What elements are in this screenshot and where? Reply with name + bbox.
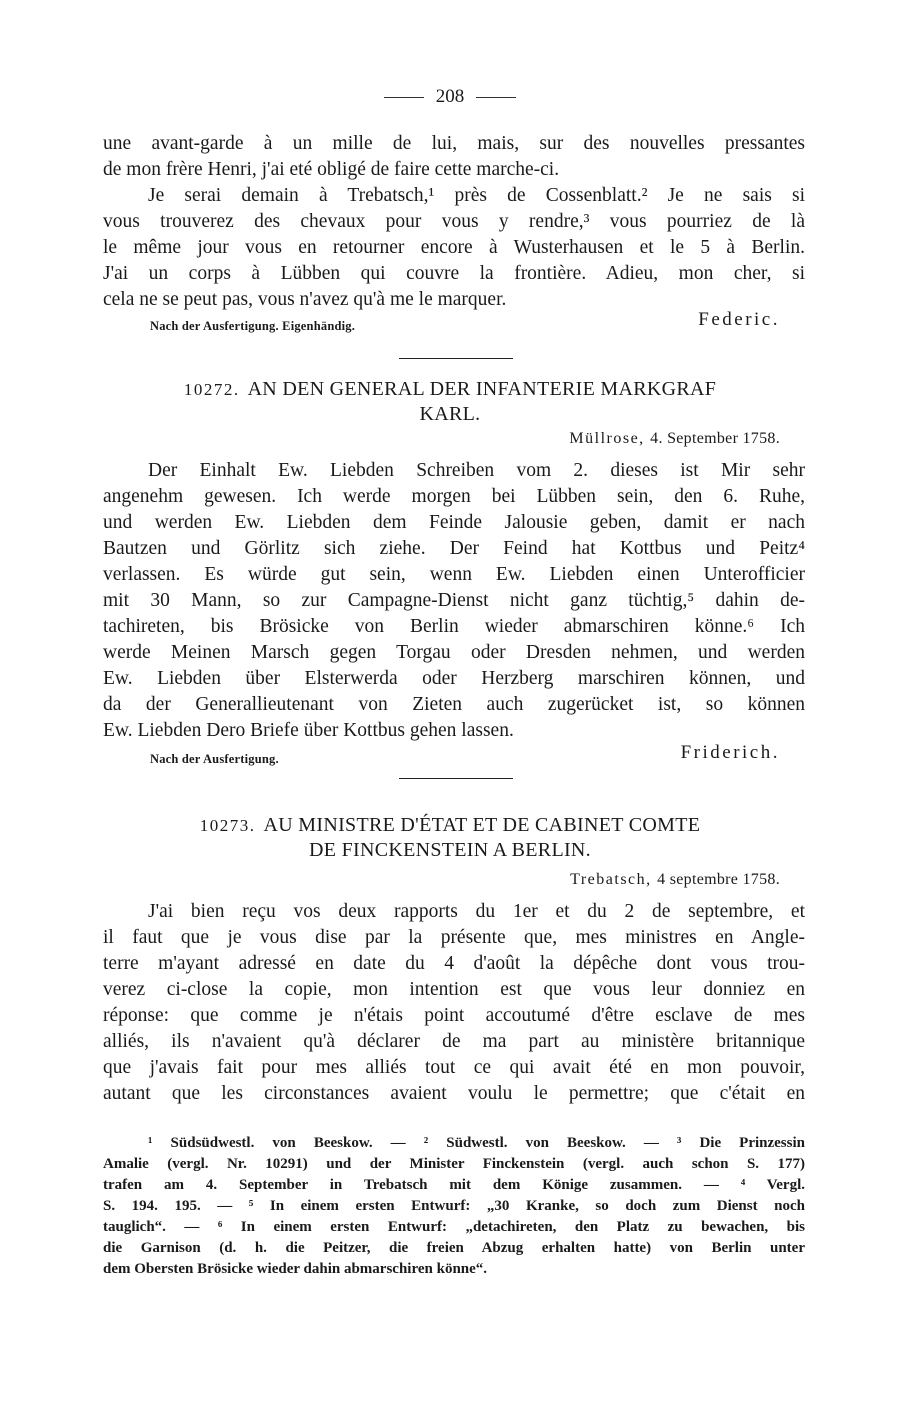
heading-line-1: AN DEN GENERAL DER INFANTERIE MARKGRAF bbox=[247, 378, 717, 400]
place-date bbox=[570, 871, 780, 889]
section-divider bbox=[399, 358, 513, 359]
heading-line-1: AU MINISTRE D'ÉTAT ET DE CABINET COMTE bbox=[263, 814, 701, 836]
body-line: une avant-garde à un mille de lui, mais, sur des nouvelles pressantes bbox=[103, 133, 805, 154]
page-number: 208 bbox=[0, 86, 900, 108]
body-line: il faut que je vous dise par la présente que, mes ministres en Angle- bbox=[103, 927, 805, 948]
body-line: Bautzen und Görlitz sich ziehe. Der Feind hat Kottbus und Peitz⁴ bbox=[103, 538, 805, 559]
body-line: J'ai bien reçu vos deux rapports du 1er et du 2 de septembre, et bbox=[148, 901, 805, 922]
footnote-line: ¹ Südsüdwestl. von Beeskow. — ² Südwestl. von Beeskow. — ³ Die Prinzessin bbox=[148, 1135, 805, 1151]
body-line: da der Generallieutenant von Zieten auch zugerücket ist, so können bbox=[103, 694, 805, 715]
body-line: autant que les circonstances avaient voulu le permettre; que c'était en bbox=[103, 1083, 805, 1104]
footnote-line: S. 194. 195. — ⁵ In einem ersten Entwurf: „30 Kranke, so doch zum Dienst noch bbox=[103, 1198, 805, 1214]
letter-number: 10273. bbox=[199, 816, 256, 835]
body-line: verez ci-close la copie, mon intention est que vous leur donniez en bbox=[103, 979, 805, 1000]
body-line: le même jour vous en retourner encore à Wusterhausen et le 5 à Berlin. bbox=[103, 237, 805, 258]
letter-heading bbox=[0, 814, 900, 837]
body-line: Ew. Liebden Dero Briefe über Kottbus gehen lassen. bbox=[103, 720, 514, 741]
body-line: terre m'ayant adressé en date du 4 d'août la dépêche dont vous trou- bbox=[103, 953, 805, 974]
date: 4. September 1758. bbox=[650, 430, 780, 447]
body-line: angenehm gewesen. Ich werde morgen bei Lübben sein, den 6. Ruhe, bbox=[103, 486, 805, 507]
body-line: J'ai un corps à Lübben qui couvre la frontière. Adieu, mon cher, si bbox=[103, 263, 805, 284]
source-note: Nach der Ausfertigung. bbox=[150, 752, 279, 766]
footnote-line: dem Obersten Brösicke wieder dahin abmarschiren könne“. bbox=[103, 1261, 488, 1277]
body-line: alliés, ils n'avaient qu'à déclarer de ma part au ministère britannique bbox=[103, 1031, 805, 1052]
body-line: und werden Ew. Liebden dem Feinde Jalousie geben, damit er nach bbox=[103, 512, 805, 533]
body-line: vous trouverez des chevaux pour vous y rendre,³ vous pourriez de là bbox=[103, 211, 805, 232]
body-line: réponse: que comme je n'étais point accoutumé d'être esclave de mes bbox=[103, 1005, 805, 1026]
footnote-line: tauglich“. — ⁶ In einem ersten Entwurf: „detachireten, den Platz zu bewachen, bis bbox=[103, 1219, 805, 1235]
footnote-line: trafen am 4. September in Trebatsch mit dem Könige zusammen. — ⁴ Vergl. bbox=[103, 1177, 805, 1193]
footnote-line: Amalie (vergl. Nr. 10291) und der Minister Finckenstein (vergl. auch schon S. 177) bbox=[103, 1156, 805, 1172]
heading-line-2: KARL. bbox=[419, 403, 481, 425]
footnote-line: die Garnison (d. h. die Peitzer, die freien Abzug erhalten hatte) von Berlin unter bbox=[103, 1240, 805, 1256]
date: 4 septembre 1758. bbox=[657, 871, 780, 888]
body-line: tachireten, bis Brösicke von Berlin wieder abmarschiren könne.⁶ Ich bbox=[103, 616, 805, 637]
body-line: Je serai demain à Trebatsch,¹ près de Cossenblatt.² Je ne sais si bbox=[148, 185, 805, 206]
body-line: que j'avais fait pour mes alliés tout ce qui avait été en mon pouvoir, bbox=[103, 1057, 805, 1078]
letter-number: 10272. bbox=[183, 380, 240, 399]
body-line: mit 30 Mann, so zur Campagne-Dienst nicht ganz tüchtig,⁵ dahin de- bbox=[103, 590, 805, 611]
body-line: Ew. Liebden über Elsterwerda oder Herzberg marschiren können, und bbox=[103, 668, 805, 689]
section-divider bbox=[399, 778, 513, 779]
body-line: werde Meinen Marsch gegen Torgau oder Dresden nehmen, und werden bbox=[103, 642, 805, 663]
heading-line-2: DE FINCKENSTEIN A BERLIN. bbox=[309, 839, 591, 861]
page-number-dash-right bbox=[476, 97, 516, 98]
signature: Friderich. bbox=[680, 742, 780, 763]
page-number-dash-left bbox=[384, 97, 424, 98]
body-line: Der Einhalt Ew. Liebden Schreiben vom 2. dieses ist Mir sehr bbox=[148, 460, 805, 481]
source-note: Nach der Ausfertigung. Eigenhändig. bbox=[150, 319, 356, 333]
letter-heading bbox=[0, 378, 900, 401]
place: Trebatsch, bbox=[570, 871, 652, 888]
signature: Federic. bbox=[698, 309, 780, 330]
body-line: verlassen. Es würde gut sein, wenn Ew. Liebden einen Unterofficier bbox=[103, 564, 805, 585]
place: Müllrose, bbox=[569, 430, 645, 447]
body-line: de mon frère Henri, j'ai eté obligé de faire cette marche-ci. bbox=[103, 159, 560, 180]
place-date bbox=[569, 430, 780, 448]
body-line: cela ne se peut pas, vous n'avez qu'à me le marquer. bbox=[103, 289, 507, 310]
